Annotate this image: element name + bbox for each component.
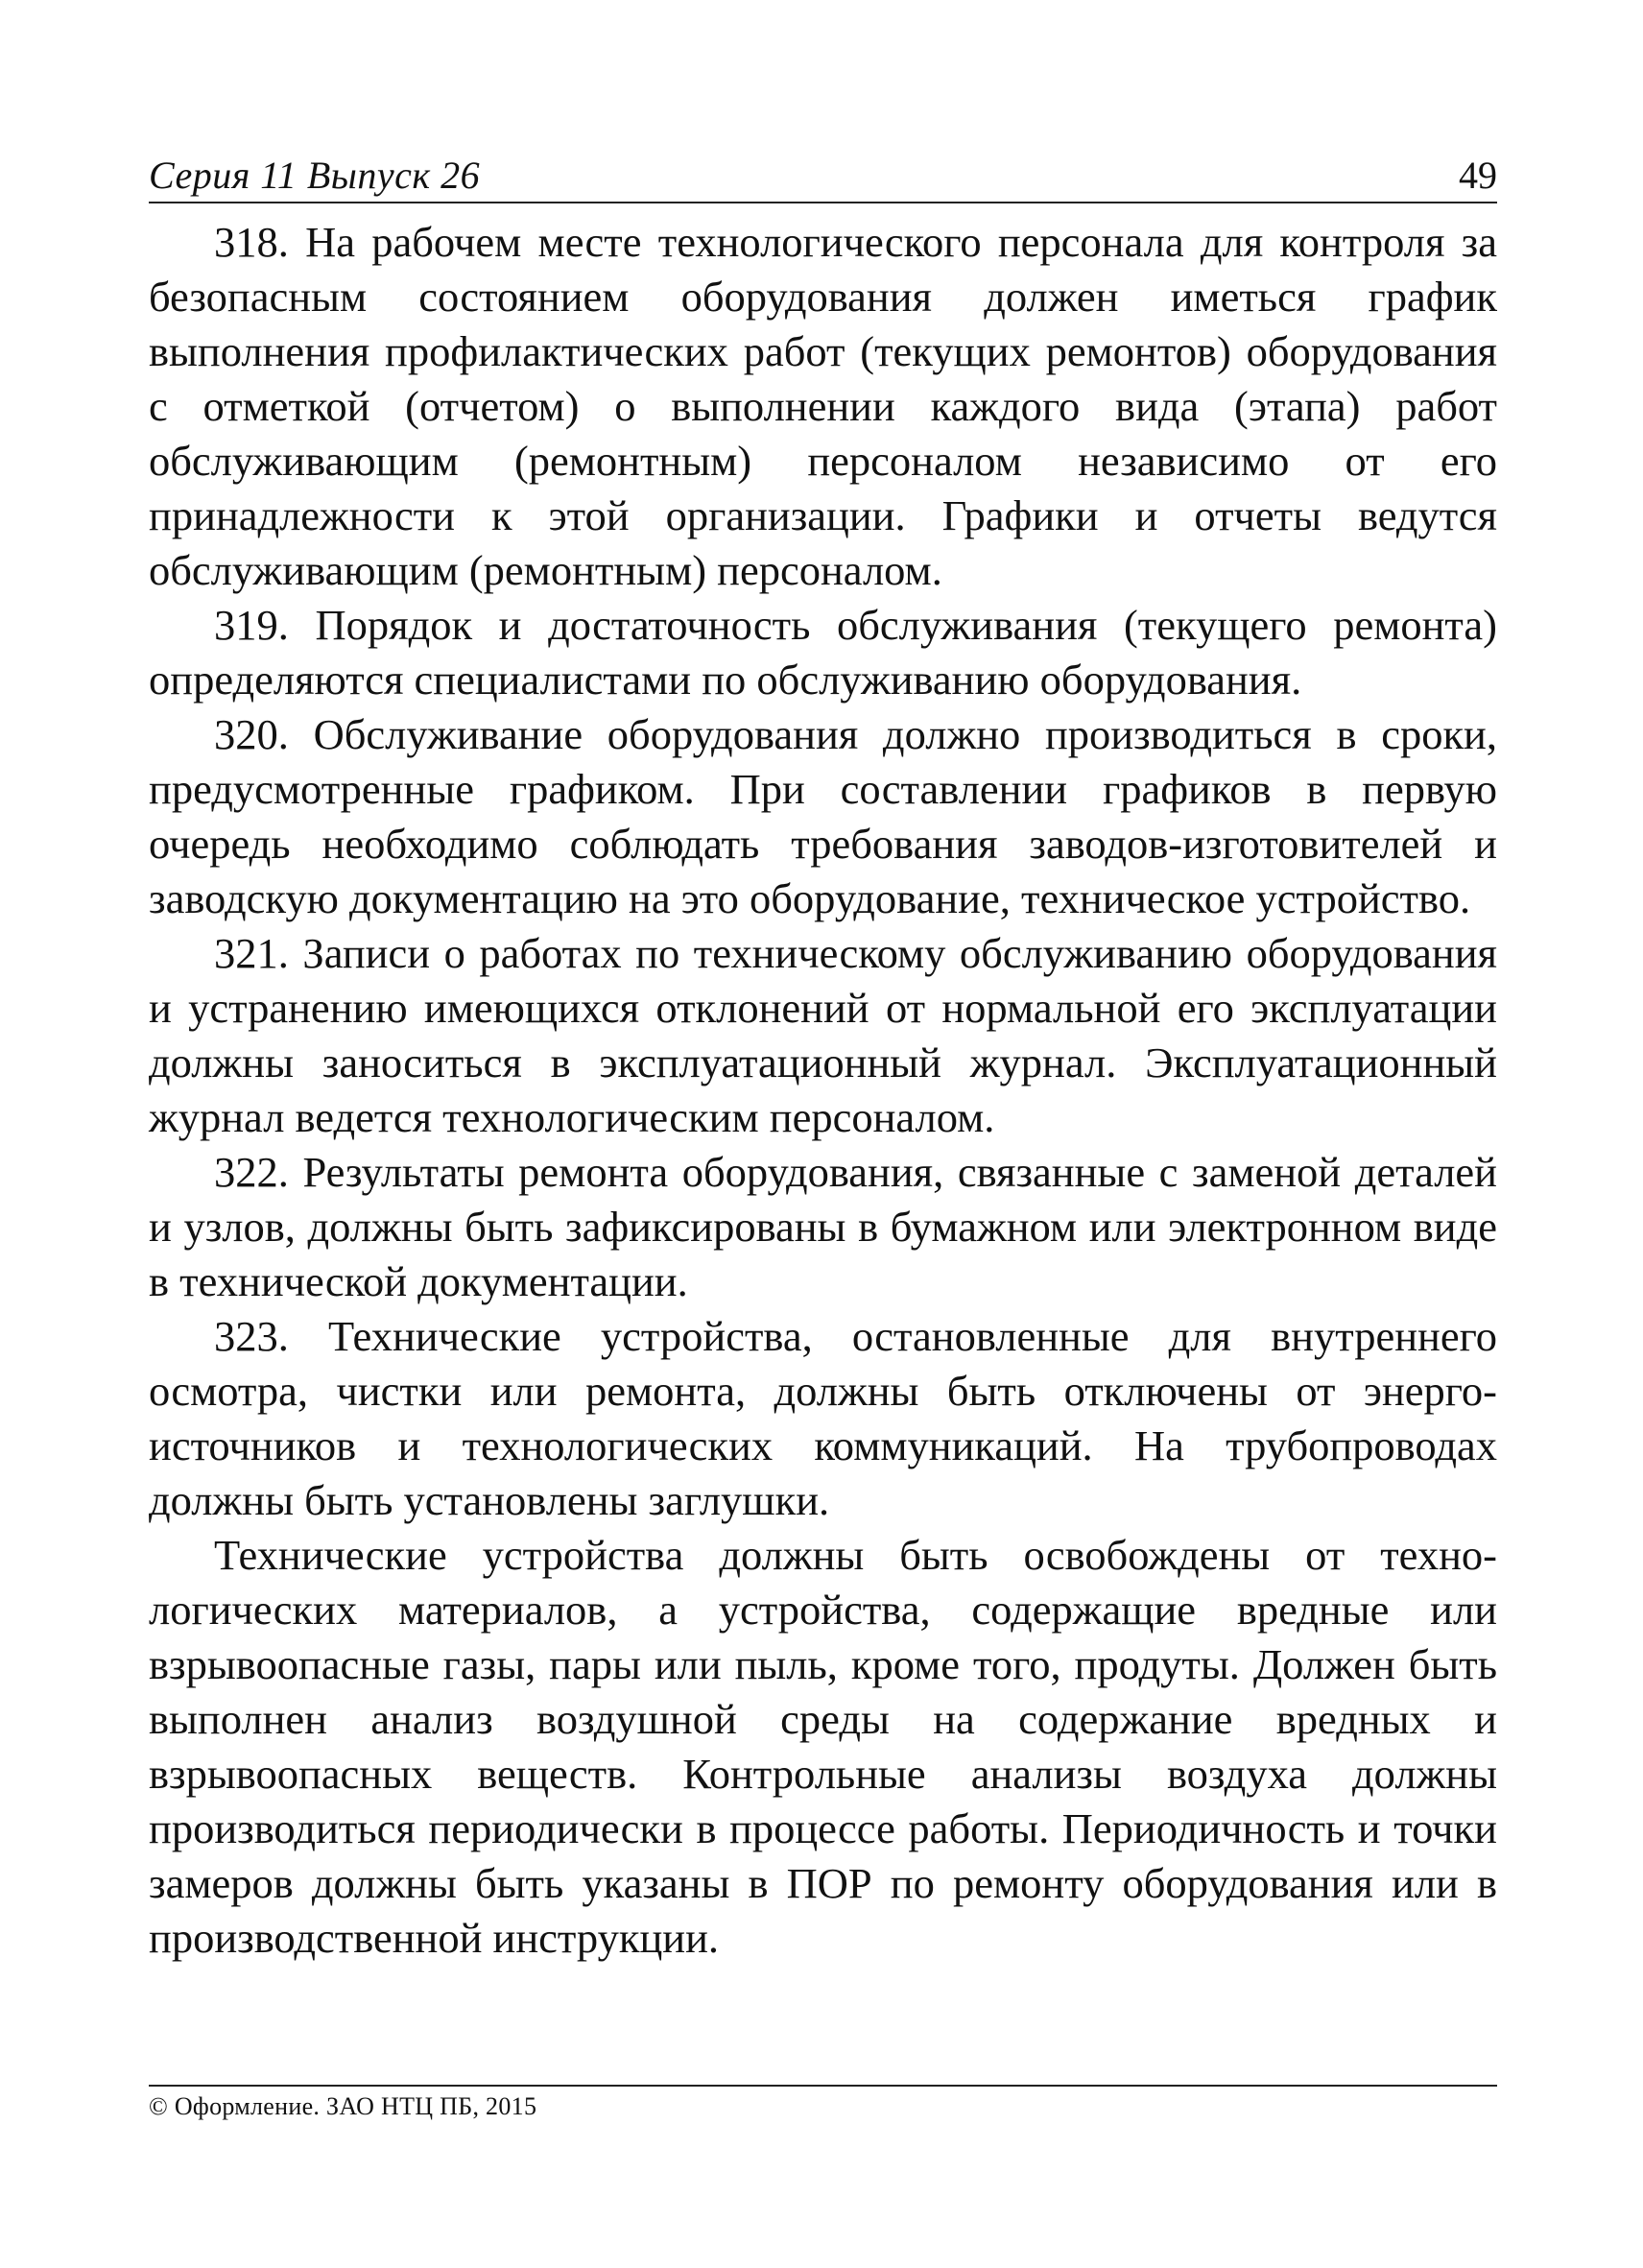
paragraph-320: 320. Обслуживание оборудования должно производиться в сроки, предусмотренные графиком. При составлении графиков в первую очередь необходимо соблюдать требования заводов-изготовителей и заводскую документацию на это оборудование, техническое устройство. [149,710,1497,922]
paragraph-319: 319. Порядок и достаточность обслуживания (текущего ремонта) определяются специалистами по обслуживанию оборудования. [149,601,1497,704]
paragraph-321: 321. Записи о работах по техническому обслуживанию оборудования и устранению имеющихся отклонений от нормальной его эксплуатации должны заноситься в эксплуатационный журнал. Эксплуатационный журнал ведется технологическим персоналом. [149,929,1497,1141]
paragraph-322: 322. Результаты ремонта оборудования, связанные с заменой деталей и узлов, должны быть зафиксированы в бумажном или электронном виде в технической документации. [149,1148,1497,1305]
paragraph-323: 323. Технические устройства, остановленные для внутреннего осмотра, чистки или ремонта, должны быть отключены от энергоисточников и технологических коммуникаций. На трубопроводах должны быть установлены заглушки. [149,1312,1497,1524]
copyright-text: © Оформление. ЗАО НТЦ ПБ, 2015 [149,2092,537,2120]
copyright-footer [149,2085,1497,2121]
paragraph-318: 318. На рабочем месте технологического персонала для контроля за безопасным состоянием оборудования должен иметься график выполнения профилактических работ (текущих ремонтов) оборудования с отметкой (отчетом) о выполнении каждого вида (этапа) работ обслуживающим (ремонтным) персоналом независимо от его принадлежности к этой организации. Графики и отчеты ведутся обслуживающим (ремонтным) персоналом. [149,218,1497,594]
paragraph-323-continued: Технические устройства должны быть освобождены от технологических материалов, а устройства, содержащие вредные или взрывоопасные газы, пары или пыль, кроме того, продуты. Должен быть выполнен анализ воздушной среды на содержание вредных и взрывоопасных веществ. Контрольные анализы воздуха должны производиться периодически в процессе работы. Периодичность и точки замеров должны быть указаны в ПОР по ремонту оборудования или в производственной инструкции. [149,1531,1497,1962]
running-header [149,144,1497,203]
body-text [149,215,1497,1966]
document-page [149,144,1497,1966]
series-title: Серия 11 Выпуск 26 [149,154,481,197]
page-number: 49 [1459,154,1497,197]
